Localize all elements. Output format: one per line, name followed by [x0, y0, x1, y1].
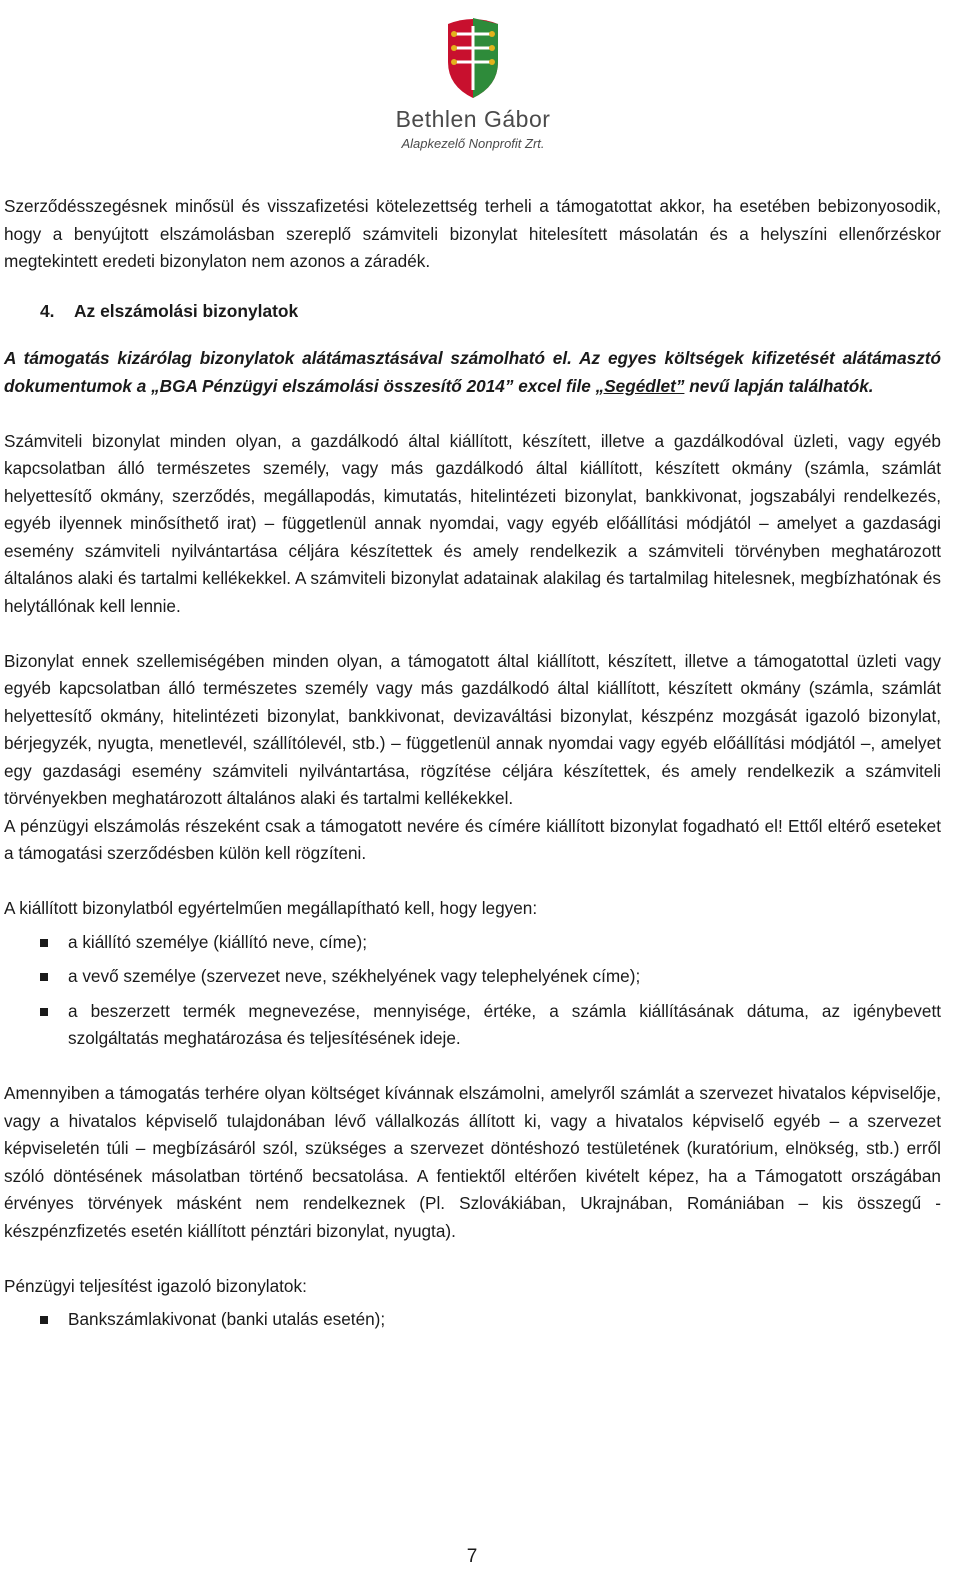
emphasis-text-a: A támogatás kizárólag bizonylatok alátámasztásával számolható el. Az egyes költségek kifizetését alátámasztó dokumentumok a „BGA Pénzügyi elszámolási összesítő 2014” excel file — [4, 348, 941, 396]
document-body — [4, 193, 941, 1341]
bullet-icon — [40, 1008, 48, 1016]
section-heading — [4, 298, 941, 326]
list-item — [4, 1306, 941, 1334]
bullet-icon — [40, 939, 48, 947]
list-item — [4, 963, 941, 991]
emphasis-text-b: nevű lapján találhatók. — [684, 375, 874, 396]
logo-subtitle: Alapkezelő Nonprofit Zrt. — [401, 136, 545, 151]
paragraph-accepted-documents: A pénzügyi elszámolás részeként csak a támogatott nevére és címére kiállított bizonylat fogadható el! Ettől eltérő eseteket a támogatási szerződésben külön kell rögzíteni. — [4, 815, 941, 863]
list-item-text: a beszerzett termék megnevezése, mennyisége, értéke, a számla kiállításának dátuma, az igénybevett szolgáltatás meghatározása és teljesítésének ideje. — [68, 1000, 941, 1048]
emphasis-paragraph — [4, 345, 941, 400]
section-number: 4. — [40, 300, 55, 321]
bullet-icon — [40, 1316, 48, 1324]
paragraph-payment-proof: Pénzügyi teljesítést igazoló bizonylatok: — [4, 1275, 307, 1296]
page-number: 7 — [466, 1546, 478, 1567]
segedlet-link: „Segédlet” — [595, 375, 685, 396]
section-title: Az elszámolási bizonylatok — [74, 300, 299, 321]
paragraph-accounting-document: Számviteli bizonylat minden olyan, a gazdálkodó által kiállított, készített, illetve a gazdálkodóval üzleti, vagy egyéb kapcsolatban álló természetes személy, vagy más gazdálkodó által kiállított, készített okmány (számla, számlát helyettesítő okmány, szerződés, megállapodás, kimutatás, hitelintézeti bizonylat, bankkivonat, jogszabályi rendelkezés, egyéb ilyennek minősíthető irat) – függetlenül annak nyomdai, vagy egyéb előállítási módjától – amelyet a gazdasági esemény számviteli nyilvántartása céljára készítettek és amely rendelkezik a számviteli törvényben meghatározott általános alaki és tartalmi kellékekkel. A számviteli bizonylat adatainak alakilag és tartalmilag hitelesnek, megbízhatónak és helytállónak kell lennie. — [4, 430, 941, 616]
paragraph-breach: Szerződésszegésnek minősül és visszafizetési kötelezettség terheli a támogatottat akkor, ha esetében bebizonyosodik, hogy a benyújtott elszámolásban szereplő számviteli bizonylat hitelesített másolatán és a helyszíni ellenőrzéskor megtekintett eredeti bizonylaton nem azonos a záradék. — [4, 196, 941, 271]
requirements-list — [4, 929, 941, 1053]
paragraph-requirements-intro: A kiállított bizonylatból egyértelműen megállapítható kell, hogy legyen: — [4, 898, 538, 918]
paragraph-document-spirit: Bizonylat ennek szellemiségében minden olyan, a támogatott által kiállított, készített, illetve a támogatottal üzleti vagy egyéb kapcsolatban álló természetes személy vagy más gazdálkodó által kiállított, készített okmány (számla, számlát helyettesítő okmány, hitelintézeti bizonylat, bankkivonat, devizaváltási bizonylat, készpénz mozgását igazoló bizonylat, bérjegyzék, nyugta, menetlevél, szállítólevél, stb.) – függetlenül annak nyomdai vagy egyéb előállítási módjától –, amelyet egy gazdasági esemény számviteli nyilvántartása, rögzítése céljára készítettek, és amely rendelkezik a számviteli törvényekben meghatározott általános alaki és tartalmi kellékekkel. — [4, 650, 941, 808]
list-item-text: a kiállító személye (kiállító neve, címe); — [68, 931, 367, 952]
paragraph-representative: Amennyiben a támogatás terhére olyan költséget kívánnak elszámolni, amelyről számlát a szervezet hivatalos képviselője, vagy a hivatalos képviselő tulajdonában lévő vállalkozás állított ki, vagy a hivatalos képviselő egyéb – a szervezet képviseletén túli – megbízásáról szól, szükséges a szervezet döntéshozó testületének (kuratórium, elnökség, stb.) erről szóló döntésének másolatban történő becsatolása. A fentiektől eltérően kivételt képez, ha a Támogatott országában érvényes törvények másként nem rendelkeznek (Pl. Szlovákiában, Ukrajnában, Romániában – kis összegű - készpénzfizetés esetén kiállított pénztári bizonylat, nyugta). — [4, 1083, 941, 1241]
list-item — [4, 998, 941, 1053]
logo-name: Bethlen Gábor — [395, 106, 551, 132]
payment-proof-list — [4, 1306, 941, 1334]
list-item — [4, 929, 941, 957]
bullet-icon — [40, 973, 48, 981]
bga-logo — [388, 14, 558, 154]
list-item-text: a vevő személye (szervezet neve, székhelyének vagy telephelyének címe); — [68, 966, 641, 986]
logo-emblem-icon — [442, 14, 504, 100]
list-item-text: Bankszámlakivonat (banki utalás esetén); — [68, 1309, 386, 1329]
